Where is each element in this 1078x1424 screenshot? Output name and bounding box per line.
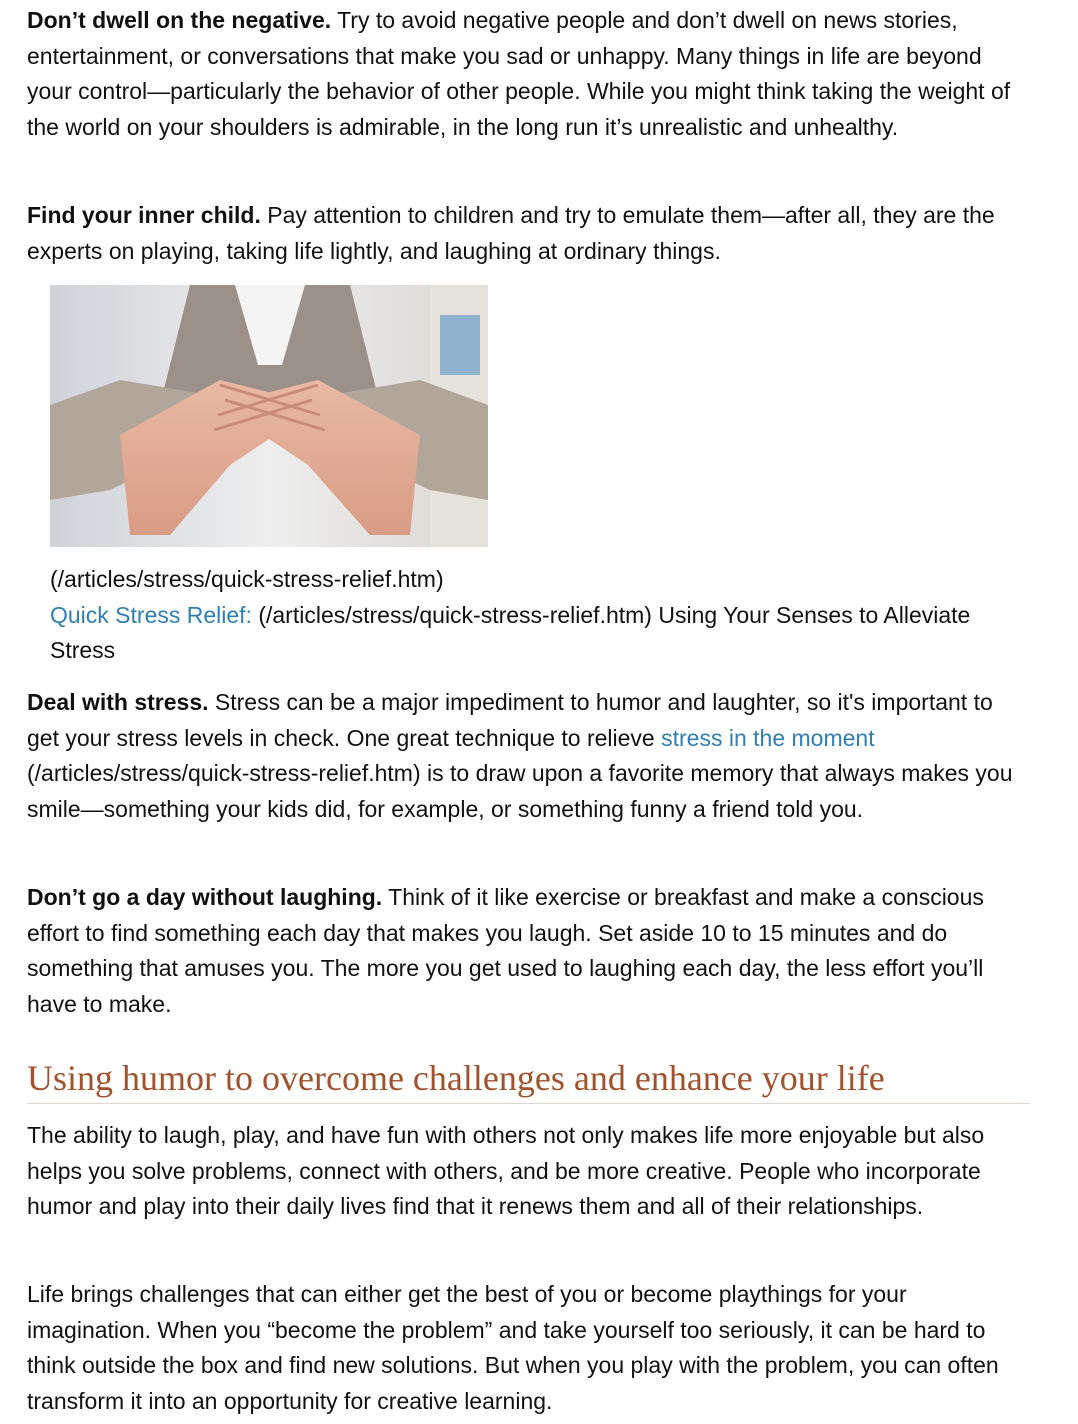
caption-url: (/articles/stress/quick-stress-relief.htm): [50, 566, 444, 592]
section-heading: Using humor to overcome challenges and enhance your life: [27, 1054, 1030, 1104]
paragraph-lead: Don’t go a day without laughing.: [27, 884, 383, 910]
paragraph-laugh-daily: [27, 880, 1030, 1022]
paragraph-deal-with-stress: [27, 685, 1030, 827]
stress-relief-photo[interactable]: [50, 285, 488, 547]
quick-stress-relief-link[interactable]: Quick Stress Relief:: [50, 601, 252, 628]
paragraph-text-tail: (/articles/stress/quick-stress-relief.htm) is to draw upon a favorite memory that always makes you smile—something your kids did, for example, or something funny a friend told you.: [27, 760, 1013, 822]
caption-rest: (/articles/stress/quick-stress-relief.htm) Using Your Senses to Alleviate Stress: [50, 601, 971, 664]
stress-in-the-moment-link[interactable]: stress in the moment: [661, 724, 875, 751]
paragraph-text: Stress can be a major impediment to humor and laughter, so it's important to get your stress levels in check. One great technique to relieve: [27, 689, 993, 751]
paragraph-text: Pay attention to children and try to emulate them—after all, they are the experts on playing, taking life lightly, and laughing at ordinary things.: [27, 202, 995, 264]
figure-caption: [50, 562, 990, 669]
paragraph-lead: Don’t dwell on the negative.: [27, 7, 332, 33]
paragraph-text: Think of it like exercise or breakfast and make a conscious effort to find something each day that makes you laugh. Set aside 10 to 15 minutes and do something that amuses you. The more you get used to laughing each day, the less effort you’ll have to make.: [27, 884, 984, 1017]
paragraph-text: Try to avoid negative people and don’t dwell on news stories, entertainment, or conversations that make you sad or unhappy. Many things in life are beyond your control—particularly the behavior of other people. While you might think taking the weight of the world on your shoulders is admirable, in the long run it’s unrealistic and unhealthy.: [27, 7, 1011, 140]
caption-text: [50, 598, 990, 669]
paragraph-lead: Find your inner child.: [27, 202, 261, 228]
paragraph-life-challenges: Life brings challenges that can either get the best of you or become playthings for your imagination. When you “become the problem” and take yourself too seriously, it can be hard to think outside the box and find new solutions. But when you play with the problem, you can often transform it into an opportunity for creative learning.: [27, 1281, 999, 1414]
paragraph-dont-dwell: [27, 3, 1030, 145]
paragraph-inner-child: [27, 198, 1030, 269]
paragraph-ability-to-laugh: The ability to laugh, play, and have fun with others not only makes life more enjoyable but also helps you solve problems, connect with others, and be more creative. People who incorporate humor and play into their daily lives find that it renews them and all of their relationships.: [27, 1122, 985, 1220]
paragraph-lead: Deal with stress.: [27, 689, 209, 715]
